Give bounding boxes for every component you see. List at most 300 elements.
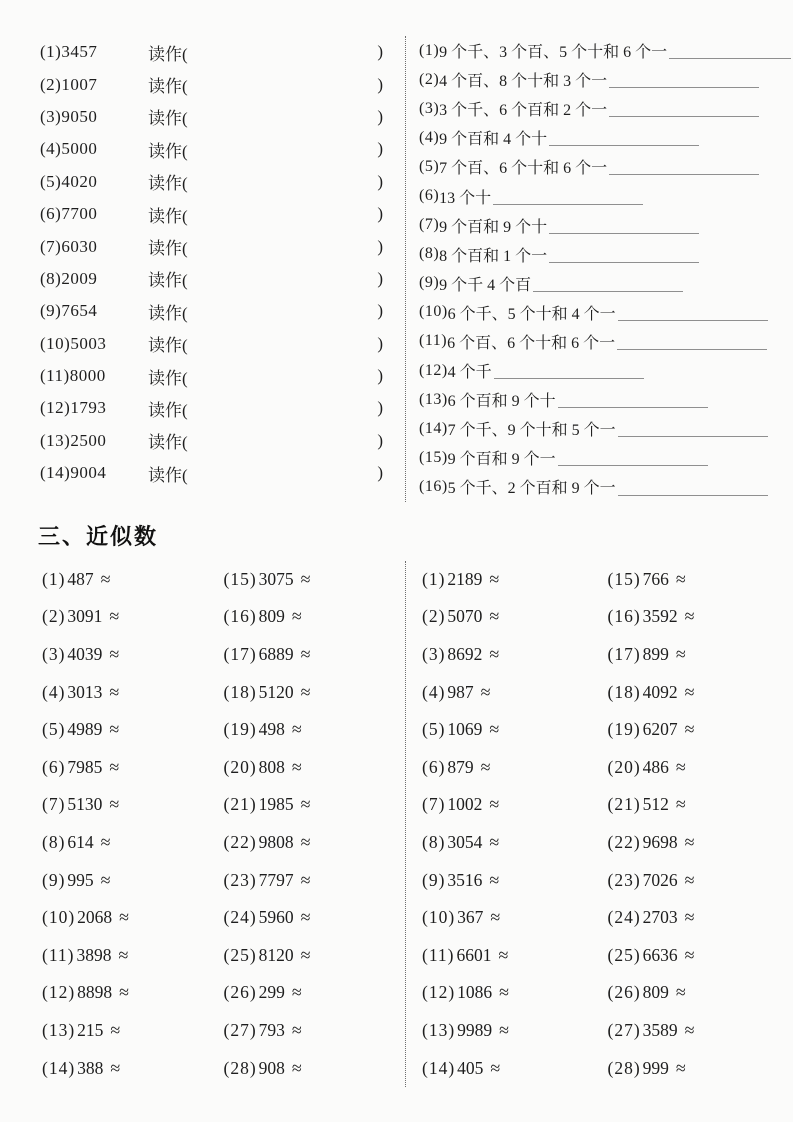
approx-symbol: ≈ [489, 719, 500, 740]
approx-item [42, 748, 224, 786]
question-number [40, 301, 148, 321]
approx-symbol: ≈ [300, 831, 311, 852]
answer-underline [617, 348, 767, 350]
close-paren: ) [377, 42, 383, 62]
question-label: (22) [607, 831, 641, 852]
read-as-column [0, 36, 405, 502]
question-value: 3013 [67, 681, 103, 702]
question-label: (6) [40, 204, 62, 224]
question-label: (21) [607, 794, 641, 815]
close-paren: ) [377, 430, 383, 450]
question-value: 766 [642, 568, 669, 589]
question-value: 498 [258, 719, 285, 740]
answer-underline [618, 494, 768, 496]
approx-item [224, 711, 406, 749]
question-label: (15) [607, 568, 641, 589]
question-value: 3898 [76, 944, 112, 965]
approx-column-3 [422, 561, 608, 1087]
question-label: (23) [607, 869, 641, 890]
approx-symbol: ≈ [480, 756, 491, 777]
section-title: 三、近似数 [38, 523, 159, 549]
question-label: (1) [40, 42, 62, 62]
question-label: (12) [42, 982, 76, 1003]
approx-symbol: ≈ [684, 831, 695, 852]
question-label: (28) [223, 1057, 257, 1078]
approx-column-4 [608, 561, 793, 1087]
approx-item [608, 936, 793, 974]
question-text: 9 个百和 9 个十 [439, 218, 548, 236]
approx-symbol: ≈ [291, 1057, 302, 1078]
question-label: (6) [42, 756, 66, 777]
question-text: 6 个百和 9 个十 [447, 393, 556, 411]
approx-symbol: ≈ [100, 568, 111, 589]
question-value: 5000 [61, 139, 98, 159]
answer-underline [558, 464, 708, 466]
approx-item [224, 673, 406, 711]
answer-underline [549, 261, 699, 263]
question-value: 3075 [258, 568, 294, 589]
question-label: (7) [419, 216, 440, 234]
close-paren: ) [377, 301, 383, 321]
answer-underline [609, 86, 759, 88]
approx-symbol: ≈ [291, 1019, 302, 1040]
question-value: 2009 [61, 268, 98, 288]
approx-left-half [0, 561, 405, 1087]
question-label: (11) [40, 366, 70, 386]
question-label: (27) [223, 1019, 257, 1040]
question-label: (3) [42, 643, 66, 664]
read-as-row [40, 457, 383, 489]
question-label: (24) [223, 907, 257, 928]
approx-item [224, 1012, 406, 1050]
question-label: (21) [223, 794, 257, 815]
question-label: (26) [607, 982, 641, 1003]
question-label: (4) [422, 681, 446, 702]
question-label: (24) [607, 907, 641, 928]
approx-item [422, 936, 608, 974]
question-value: 908 [258, 1057, 285, 1078]
approx-item [422, 561, 608, 599]
answer-underline [493, 203, 643, 205]
approx-right-half [405, 561, 793, 1087]
approx-symbol: ≈ [684, 1019, 695, 1040]
approx-item [422, 673, 608, 711]
read-as-label: 读作( [148, 303, 188, 323]
question-label: (9) [419, 274, 440, 292]
reading-section [0, 36, 793, 502]
question-label: (26) [223, 982, 257, 1003]
read-as-row [40, 295, 383, 327]
question-value: 1793 [70, 398, 107, 418]
approx-item [224, 786, 406, 824]
approx-symbol: ≈ [675, 568, 686, 589]
question-value: 5070 [447, 606, 483, 627]
question-value: 5003 [70, 333, 107, 353]
answer-underline [618, 319, 768, 321]
question-label: (7) [42, 794, 66, 815]
question-value: 4989 [67, 719, 103, 740]
question-value: 7985 [67, 756, 103, 777]
question-label: (16) [223, 606, 257, 627]
question-label: (2) [40, 74, 62, 94]
approx-symbol: ≈ [300, 643, 311, 664]
approx-item [422, 1012, 608, 1050]
approx-symbol: ≈ [489, 606, 500, 627]
question-label: (23) [223, 869, 257, 890]
read-as-label: 读作( [148, 433, 188, 453]
question-value: 1069 [447, 719, 483, 740]
question-value: 8898 [77, 982, 113, 1003]
question-value: 793 [258, 1019, 285, 1040]
question-label: (16) [419, 477, 448, 495]
question-number [40, 269, 148, 289]
question-value: 3054 [447, 831, 483, 852]
question-value: 7700 [61, 204, 98, 224]
question-value: 9808 [258, 831, 294, 852]
question-label: (6) [422, 756, 446, 777]
approx-item [224, 899, 406, 937]
read-as-row [40, 263, 383, 295]
question-value: 8000 [69, 366, 106, 386]
question-number [40, 237, 148, 257]
question-label: (5) [419, 157, 440, 175]
read-as-row [40, 198, 383, 230]
question-value: 7797 [258, 869, 294, 890]
question-text: 5 个千、2 个百和 9 个一 [447, 480, 616, 498]
approx-section [0, 561, 793, 1087]
question-label: (10) [419, 303, 448, 321]
question-value: 1985 [258, 794, 294, 815]
question-value: 5960 [258, 907, 294, 928]
approx-symbol: ≈ [291, 719, 302, 740]
question-value: 8120 [258, 944, 294, 965]
question-number [40, 107, 148, 127]
close-paren: ) [377, 463, 383, 483]
approx-item [422, 824, 608, 862]
question-value: 3457 [61, 42, 98, 62]
approx-item [422, 598, 608, 636]
approx-symbol: ≈ [119, 907, 130, 928]
approx-symbol: ≈ [499, 982, 510, 1003]
question-value: 5130 [67, 794, 103, 815]
question-text: 4 个百、8 个十和 3 个一 [439, 73, 608, 91]
question-value: 7654 [61, 301, 98, 321]
approx-item [224, 748, 406, 786]
approx-item [608, 711, 793, 749]
question-value: 512 [642, 794, 669, 815]
question-text: 7 个千、9 个十和 5 个一 [447, 422, 616, 440]
compose-row [419, 65, 791, 94]
close-paren: ) [377, 333, 383, 353]
question-value: 6030 [61, 236, 98, 256]
question-label: (28) [607, 1057, 641, 1078]
approx-symbol: ≈ [300, 568, 311, 589]
question-label: (11) [419, 332, 448, 350]
approx-item [608, 598, 793, 636]
compose-row [419, 123, 791, 152]
question-text: 9 个千 4 个百 [439, 276, 532, 294]
question-label: (9) [40, 301, 62, 321]
approx-item [224, 936, 406, 974]
question-label: (5) [422, 719, 446, 740]
approx-item [422, 636, 608, 674]
question-value: 388 [77, 1057, 104, 1078]
approx-item [42, 974, 224, 1012]
question-label: (27) [607, 1019, 641, 1040]
read-as-label: 读作( [148, 174, 188, 194]
compose-row [419, 443, 791, 472]
approx-symbol: ≈ [489, 794, 500, 815]
approx-item [42, 711, 224, 749]
approx-symbol: ≈ [489, 568, 500, 589]
answer-underline [533, 290, 683, 292]
question-label: (5) [40, 171, 62, 191]
compose-row [419, 356, 791, 385]
question-label: (8) [42, 831, 66, 852]
close-paren: ) [377, 236, 383, 256]
question-value: 6207 [642, 719, 678, 740]
read-as-row [40, 166, 383, 198]
question-label: (13) [40, 430, 71, 450]
question-text: 7 个百、6 个十和 6 个一 [439, 160, 608, 178]
approx-symbol: ≈ [684, 869, 695, 890]
question-label: (1) [419, 41, 440, 59]
approx-item [608, 1049, 793, 1087]
compose-row [419, 36, 791, 65]
close-paren: ) [377, 268, 383, 288]
approx-symbol: ≈ [109, 756, 120, 777]
question-label: (13) [422, 1019, 456, 1040]
approx-symbol: ≈ [675, 756, 686, 777]
read-as-label: 读作( [148, 44, 188, 64]
question-label: (8) [422, 831, 446, 852]
approx-symbol: ≈ [480, 681, 491, 702]
approx-item [42, 936, 224, 974]
approx-item [422, 711, 608, 749]
question-number [40, 42, 148, 62]
close-paren: ) [377, 366, 383, 386]
question-label: (10) [42, 907, 76, 928]
question-label: (3) [40, 106, 62, 126]
question-label: (15) [419, 448, 448, 466]
approx-item [422, 974, 608, 1012]
question-label: (4) [419, 128, 440, 146]
approx-column-1 [42, 561, 224, 1087]
approx-symbol: ≈ [300, 681, 311, 702]
approx-item [42, 1049, 224, 1087]
question-label: (25) [223, 944, 257, 965]
approx-symbol: ≈ [684, 719, 695, 740]
question-value: 1086 [457, 982, 493, 1003]
question-label: (3) [419, 99, 440, 117]
question-value: 6636 [642, 944, 678, 965]
read-as-row [40, 133, 383, 165]
read-as-label: 读作( [148, 109, 188, 129]
question-text: 6 个千、5 个十和 4 个一 [447, 305, 616, 323]
question-value: 9989 [457, 1019, 493, 1040]
answer-underline [609, 173, 759, 175]
question-number [40, 463, 148, 483]
question-value: 7026 [642, 869, 678, 890]
question-value: 9004 [70, 463, 107, 483]
question-value: 4020 [61, 171, 98, 191]
approx-symbol: ≈ [110, 1019, 121, 1040]
question-text: 9 个千、3 个百、5 个十和 6 个一 [439, 44, 668, 62]
approx-symbol: ≈ [109, 606, 120, 627]
close-paren: ) [377, 204, 383, 224]
approx-symbol: ≈ [119, 982, 130, 1003]
question-value: 299 [258, 982, 285, 1003]
approx-item [42, 786, 224, 824]
question-label: (16) [607, 606, 641, 627]
approx-symbol: ≈ [684, 681, 695, 702]
question-value: 809 [642, 982, 669, 1003]
compose-row [419, 240, 791, 269]
approx-symbol: ≈ [300, 794, 311, 815]
read-as-label: 读作( [148, 206, 188, 226]
approx-item [422, 786, 608, 824]
question-value: 487 [67, 568, 94, 589]
approx-item [42, 1012, 224, 1050]
compose-row [419, 472, 791, 501]
question-value: 2500 [70, 430, 107, 450]
read-as-label: 读作( [148, 465, 188, 485]
question-text: 9 个百和 4 个十 [439, 131, 548, 149]
question-number [40, 366, 148, 386]
question-value: 6889 [258, 643, 294, 664]
approx-symbol: ≈ [300, 944, 311, 965]
approx-item [422, 748, 608, 786]
question-value: 2068 [77, 907, 113, 928]
question-label: (18) [607, 681, 641, 702]
approx-symbol: ≈ [684, 907, 695, 928]
question-label: (14) [40, 463, 71, 483]
close-paren: ) [377, 74, 383, 94]
question-label: (12) [419, 361, 448, 379]
close-paren: ) [377, 106, 383, 126]
question-label: (14) [419, 419, 448, 437]
read-as-row [40, 230, 383, 262]
question-value: 4039 [67, 643, 103, 664]
question-label: (17) [607, 643, 641, 664]
approx-item [422, 899, 608, 937]
question-value: 3592 [642, 606, 678, 627]
approx-symbol: ≈ [490, 1057, 501, 1078]
question-value: 2189 [447, 568, 483, 589]
approx-symbol: ≈ [499, 1019, 510, 1040]
approx-symbol: ≈ [490, 907, 501, 928]
approx-symbol: ≈ [109, 681, 120, 702]
approx-symbol: ≈ [100, 869, 111, 890]
question-value: 9698 [642, 831, 678, 852]
compose-row [419, 385, 791, 414]
question-value: 2703 [642, 907, 678, 928]
approx-item [224, 636, 406, 674]
approx-item [422, 861, 608, 899]
approx-symbol: ≈ [109, 643, 120, 664]
approx-item [224, 824, 406, 862]
compose-row [419, 298, 791, 327]
question-text: 3 个千、6 个百和 2 个一 [439, 102, 608, 120]
approx-item [224, 561, 406, 599]
question-label: (2) [42, 606, 66, 627]
question-value: 809 [258, 606, 285, 627]
approx-symbol: ≈ [109, 719, 120, 740]
question-label: (4) [42, 681, 66, 702]
answer-underline [669, 57, 791, 59]
approx-item [608, 786, 793, 824]
question-label: (6) [419, 187, 440, 205]
approx-item [42, 824, 224, 862]
question-number [40, 75, 148, 95]
approx-item [608, 824, 793, 862]
question-label: (14) [422, 1057, 456, 1078]
question-label: (1) [42, 568, 66, 589]
approx-symbol: ≈ [100, 831, 111, 852]
question-value: 3516 [447, 869, 483, 890]
question-number [40, 139, 148, 159]
question-label: (20) [607, 756, 641, 777]
read-as-row [40, 328, 383, 360]
question-value: 8692 [447, 643, 483, 664]
read-as-label: 读作( [148, 77, 188, 97]
question-value: 1007 [61, 74, 98, 94]
approx-item [608, 748, 793, 786]
question-label: (10) [422, 907, 456, 928]
approx-symbol: ≈ [300, 907, 311, 928]
question-label: (11) [42, 944, 75, 965]
approx-symbol: ≈ [498, 944, 509, 965]
compose-row [419, 269, 791, 298]
question-label: (3) [422, 643, 446, 664]
question-label: (2) [422, 606, 446, 627]
close-paren: ) [377, 171, 383, 191]
read-as-row [40, 36, 383, 68]
question-label: (13) [42, 1019, 76, 1040]
question-value: 808 [258, 756, 285, 777]
question-value: 1002 [447, 794, 483, 815]
approx-item [42, 899, 224, 937]
approx-symbol: ≈ [489, 831, 500, 852]
question-label: (9) [42, 869, 66, 890]
question-label: (2) [419, 70, 440, 88]
question-label: (9) [422, 869, 446, 890]
approx-item [608, 561, 793, 599]
question-label: (12) [422, 982, 456, 1003]
compose-row [419, 414, 791, 443]
approx-symbol: ≈ [118, 944, 129, 965]
compose-row [419, 181, 791, 210]
question-label: (20) [223, 756, 257, 777]
approx-item [224, 598, 406, 636]
approx-symbol: ≈ [675, 794, 686, 815]
question-label: (22) [223, 831, 257, 852]
question-label: (19) [607, 719, 641, 740]
question-label: (5) [42, 719, 66, 740]
question-label: (10) [40, 333, 71, 353]
approx-symbol: ≈ [300, 869, 311, 890]
read-as-label: 读作( [148, 239, 188, 259]
question-value: 367 [457, 907, 484, 928]
question-label: (15) [223, 568, 257, 589]
question-label: (8) [419, 245, 440, 263]
approx-symbol: ≈ [291, 606, 302, 627]
question-number [40, 398, 148, 418]
approx-column-2 [224, 561, 406, 1087]
question-value: 999 [642, 1057, 669, 1078]
question-number [40, 334, 148, 354]
question-label: (7) [422, 794, 446, 815]
